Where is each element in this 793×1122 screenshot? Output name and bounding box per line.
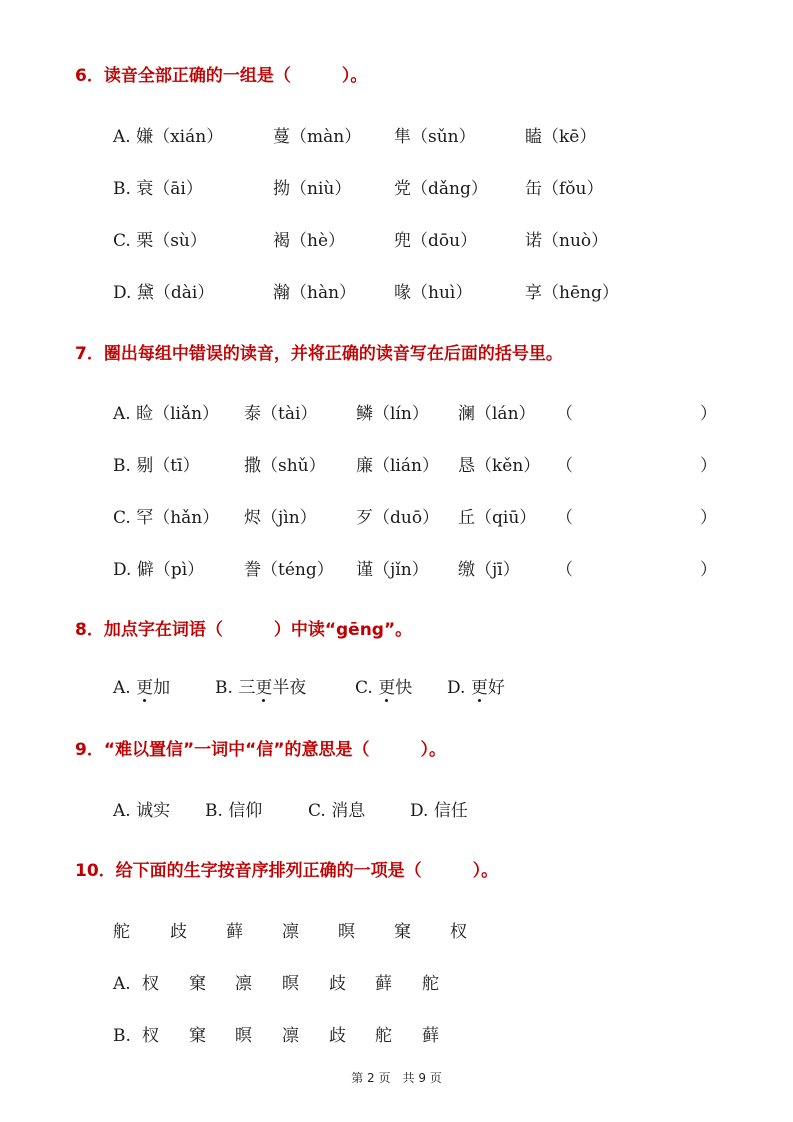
q7-row-c-answer-open: （ [556,508,573,528]
q10-char: 凛 [282,922,299,942]
q6-option-a-3: 隼（sǔn） [394,127,476,147]
q10-option-a-char: 杈 [142,974,159,994]
q10-option-b-char: 暝 [235,1026,252,1046]
q6-option-d-1: D. 黛（dài） [113,283,215,303]
q7-row-c-4: 丘（qiū） [458,508,537,528]
question-9-title: 9．“难以置信”一词中“信”的意思是（ ）。 [75,740,447,760]
option-suffix: 半夜 [272,678,307,698]
q7-row-a-1: A. 睑（liǎn） [113,404,220,424]
q6-option-b-4: 缶（fǒu） [525,179,604,199]
q8-option-b [215,680,306,697]
q10-char: 藓 [226,922,243,942]
q10-option-a-label: A. [113,974,131,994]
q10-option-b-label: B. [113,1026,131,1046]
q7-row-c-2: 烬（jìn） [244,508,317,528]
q8-option-d [447,680,505,697]
q7-row-a-answer-close: ） [700,404,717,424]
q6-option-b-2: 拗（niù） [273,179,352,199]
q9-option-a: A. 诚实 [113,801,171,821]
q7-row-d-answer-close: ） [700,560,717,580]
q7-row-c-3: 歹（duō） [356,508,440,528]
option-label: C. [355,678,373,698]
q6-option-b-1: B. 衰（āi） [113,179,203,199]
option-suffix: 加 [153,678,171,698]
q6-option-a-4: 瞌（kē） [525,127,597,147]
dotted-char: 更 [470,678,488,698]
q10-option-a-char: 歧 [329,974,346,994]
dotted-char: 更 [255,678,273,698]
q6-option-b-3: 党（dǎng） [394,179,488,199]
q6-option-d-2: 瀚（hàn） [273,283,357,303]
q7-row-b-4: 恳（kěn） [458,456,541,476]
q7-row-d-answer-open: （ [556,560,573,580]
q10-char: 窠 [394,922,411,942]
q10-char: 歧 [170,922,187,942]
q8-option-c [355,680,412,697]
q7-row-a-3: 鳞（lín） [356,404,429,424]
q7-row-b-1: B. 剔（tī） [113,456,200,476]
q7-row-d-4: 缴（jī） [458,560,520,580]
q8-option-a [113,680,170,697]
q7-row-d-3: 谨（jǐn） [356,560,429,580]
option-label: A. [113,678,131,698]
q10-option-a-char: 藓 [375,974,392,994]
q7-row-a-2: 泰（tài） [244,404,318,424]
question-10-title: 10．给下面的生字按音序排列正确的一项是（ ）。 [75,861,499,881]
q10-option-b-char: 舵 [375,1026,392,1046]
question-7-title: 7．圈出每组中错误的读音，并将正确的读音写在后面的括号里。 [75,344,563,364]
q7-row-c-1: C. 罕（hǎn） [113,508,220,528]
q10-char: 暝 [338,922,355,942]
option-label: B. [215,678,233,698]
q7-row-d-1: D. 僻（pì） [113,560,205,580]
q7-row-a-answer-open: （ [556,404,573,424]
q9-option-d: D. 信任 [410,801,468,821]
q10-option-b-char: 窠 [189,1026,206,1046]
q6-option-c-3: 兜（dōu） [394,231,478,251]
option-suffix: 快 [395,678,413,698]
q7-row-b-3: 廉（lián） [356,456,439,476]
q10-option-a-char: 窠 [189,974,206,994]
q7-row-b-answer-close: ） [700,456,717,476]
q9-option-c: C. 消息 [308,801,366,821]
page-footer: 第 2 页 共 9 页 [351,1071,442,1085]
dotted-char: 更 [378,678,396,698]
q10-option-b-char: 杈 [142,1026,159,1046]
question-6-title: 6．读音全部正确的一组是（ ）。 [75,66,368,86]
q10-option-a-char: 舵 [422,974,439,994]
q7-row-c-answer-close: ） [700,508,717,528]
q6-option-c-4: 诺（nuò） [525,231,609,251]
option-label: D. [447,678,466,698]
q7-row-b-2: 撒（shǔ） [244,456,326,476]
q6-option-d-4: 享（hēng） [525,283,619,303]
q10-char: 杈 [450,922,467,942]
question-8-title: 8．加点字在词语（ ）中读“gēng”。 [75,620,413,640]
q6-option-a-2: 蔓（màn） [273,127,362,147]
q10-option-a-char: 凛 [235,974,252,994]
dotted-char: 更 [136,678,154,698]
q10-char: 舵 [113,922,130,942]
q6-option-c-1: C. 栗（sù） [113,231,207,251]
q10-option-a-char: 暝 [282,974,299,994]
q10-option-b-char: 歧 [329,1026,346,1046]
q6-option-c-2: 褐（hè） [273,231,346,251]
q7-row-b-answer-open: （ [556,456,573,476]
q10-option-b-char: 藓 [422,1026,439,1046]
option-prefix: 三 [238,678,256,698]
q7-row-d-2: 誊（téng） [244,560,334,580]
q10-option-b-char: 凛 [282,1026,299,1046]
q9-option-b: B. 信仰 [205,801,263,821]
q7-row-a-4: 澜（lán） [458,404,536,424]
q6-option-d-3: 喙（huì） [394,283,473,303]
option-suffix: 好 [487,678,505,698]
q6-option-a-1: A. 嫌（xián） [113,127,224,147]
